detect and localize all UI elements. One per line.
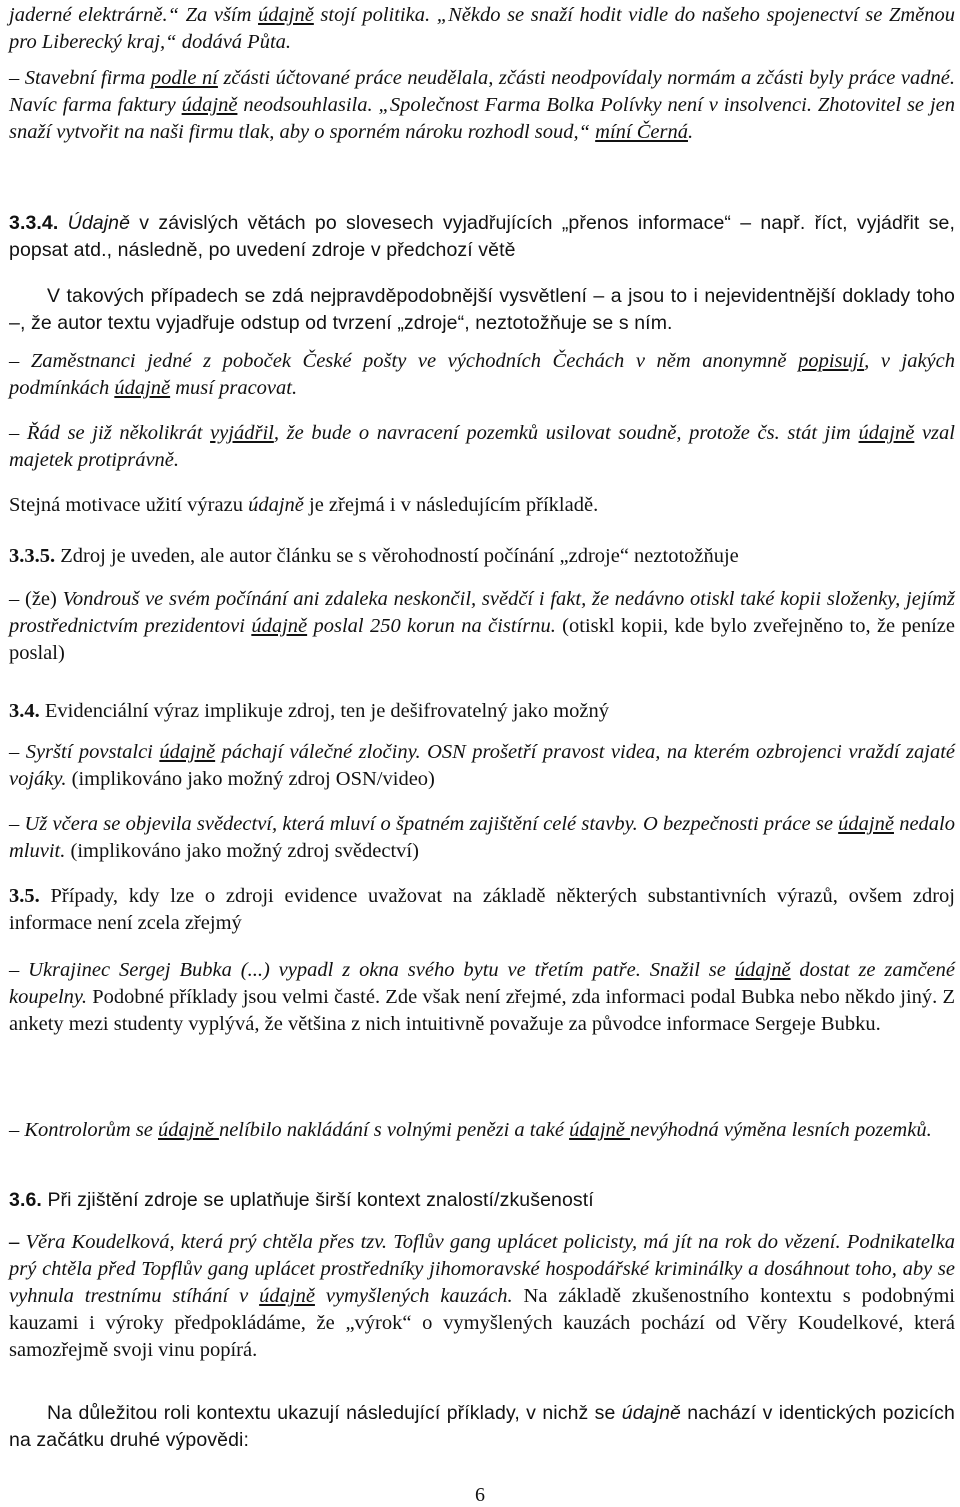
text-run: – Stavební firma [9, 67, 151, 89]
text-run: údajně [181, 94, 238, 116]
text-run: v závislých větách po slovesech vyjadřujících „přenos informace“ – např. říct, vyjádřit se, popsat atd., následně, po uvedení zdroje v předchozí větě [9, 212, 955, 261]
text-run: , že bude o navracení pozemků usilovat soudně, protože čs. stát jim [273, 422, 859, 444]
text-run: nelíbilo nakládání s volnými penězi a také [218, 1119, 570, 1141]
text-run: (implikováno jako možný zdroj OSN/video) [66, 768, 435, 790]
text-run: údajně [258, 4, 314, 26]
section-heading-3-6 [9, 1187, 955, 1214]
text-run: Stejná motivace užití výrazu [9, 494, 249, 516]
text-run: musí pracovat. [170, 377, 298, 399]
text-run: vymyšlených kauzách. [314, 1285, 513, 1307]
text-run: popisují [798, 350, 865, 372]
text-run: – Řád se již několikrát [9, 422, 211, 444]
text-run: poslal 250 korun na čistírnu. [307, 615, 556, 637]
text-run: (implikováno jako možný zdroj svědectví) [65, 840, 419, 862]
paragraph-explanation [9, 283, 955, 337]
paragraph-example-syrsti [9, 739, 955, 793]
text-run: – (že) [9, 588, 63, 610]
text-run: zčásti účtované práce neudělala, zčásti neodpovídaly normám a zčásti byly práce vadné. Navíc farma faktury [9, 67, 955, 116]
paragraph-context-intro [9, 1400, 955, 1454]
text-run: neodsouhlasila. „Společnost Farma Bolka Polívky není v insolvenci. Zhotovitel se jen snaží vytvořit na naši firmu tlak, aby o sporném nároku rozhodl soud,“ [9, 94, 955, 143]
text-run: – Ukrajinec Sergej Bubka (...) vypadl z okna svého bytu ve třetím patře. Snažil se [9, 959, 735, 981]
text-run: vzal majetek protiprávně. [9, 422, 955, 471]
text-run: údajně [114, 377, 171, 399]
section-heading-3-3-4 [9, 210, 955, 264]
text-run: Evidenciální výraz implikuje zdroj, ten je dešifrovatelný jako možný [39, 700, 610, 722]
text-run: (otiskl kopii, kde bylo zveřejněno to, že peníze poslal) [9, 615, 955, 664]
text-run: 3.3.5. [9, 545, 56, 567]
text-run: 3.3.4. [9, 212, 59, 234]
text-run: páchají válečné zločiny. OSN prošetří pravost videa, na kterém ozbrojenci vraždí zajaté vojáky. [9, 741, 955, 790]
text-run: Věra Koudelková, která prý chtěla přes tzv. Toflův gang uplácet policisty, má jít na rok do vězení. Podnikatelka prý chtěla před Topflův gang uplácet prostředníky jihomoravské hospodářské kriminálky a dosáhnout toho, aby se vyhnula trestnímu stíhání v [9, 1231, 955, 1307]
paragraph-example-posta [9, 348, 955, 402]
text-run: V takových případech se zdá nejpravděpodobnější vysvětlení – a jsou to i nejevidentnější doklady toho –, že autor textu vyjadřuje odstup od tvrzení „zdroje“, neztotožňuje se s ním. [9, 285, 955, 334]
paragraph-example-svedectvi [9, 811, 955, 865]
text-run: dostat ze zamčené koupelny. [9, 959, 955, 1008]
text-run: stojí politika. „Někdo se snaží hodit vidle do našeho spojenectví se Změnou pro Liberecký kraj,“ dodává Půta. [9, 4, 956, 53]
text-run: údajně [621, 1402, 681, 1424]
section-heading-3-5 [9, 883, 955, 937]
paragraph-motivation [9, 492, 955, 519]
paragraph-example-kontroloři [9, 1117, 955, 1144]
text-run: Při zjištění zdroje se uplatňuje širší kontext znalostí/zkušeností [41, 1189, 594, 1211]
page-number: 6 [475, 1484, 485, 1506]
paragraph-example-koudelkova [9, 1229, 955, 1364]
text-run: – [9, 1231, 26, 1253]
text-run: 3.6. [9, 1189, 42, 1211]
text-run: nachází v identických pozicích na začátku druhé výpovědi: [9, 1402, 955, 1451]
paragraph-example-stavebni-firma [9, 65, 955, 146]
text-run: údajně [569, 1119, 630, 1141]
text-run: Vondrouš ve svém počínání ani zdaleka neskončil, svědčí i fakt, že nedávno otiskl také kopii složenky, jejímž prostřednictvím prezidentovi [9, 588, 955, 637]
text-run: 3.4. [9, 700, 40, 722]
text-run: jaderné elektrárně.“ Za vším [9, 4, 259, 26]
text-run: údajně [158, 1119, 219, 1141]
section-heading-3-3-5 [9, 543, 955, 570]
text-run: , v jakých podmínkách [9, 350, 955, 399]
text-run: Případy, kdy lze o zdroji evidence uvažovat na základě některých substantivních výrazů, ovšem zdroj informace není zcela zřejmý [9, 885, 955, 934]
paragraph-continued-quote [9, 2, 955, 56]
text-run: – Zaměstnanci jedné z poboček České pošty ve východních Čechách v něm anonymně [9, 350, 799, 372]
paragraph-example-vondrous [9, 586, 955, 667]
text-run: Na důležitou roli kontextu ukazují následující příklady, v nichž se [47, 1402, 622, 1424]
text-run: 3.5. [9, 885, 40, 907]
text-run: . [687, 121, 694, 143]
text-run: Na základě zkušenostního kontextu s podobnými kauzami i výroky předpokládáme, že „výrok“ o vymyšlených kauzách pochází od Věry Koudelkové, která samozřejmě svoji vinu popírá. [9, 1285, 955, 1361]
text-run: – Syrští povstalci [9, 741, 160, 763]
text-run: údajně [251, 615, 308, 637]
section-heading-3-4 [9, 698, 955, 725]
text-run: podle ní [150, 67, 218, 89]
text-run: údajně [159, 741, 216, 763]
paragraph-example-rad [9, 420, 955, 474]
text-run [58, 212, 67, 234]
text-run: – Už včera se objevila svědectví, která mluví o špatném zajištění celé stavby. O bezpečnosti práce se [9, 813, 839, 835]
text-run: Údajně [67, 212, 131, 234]
text-run: míní Černá [595, 121, 688, 143]
text-run: je zřejmá i v následujícím příkladě. [303, 494, 599, 516]
text-run: – Kontrolorům se [9, 1119, 159, 1141]
text-run: údajně [838, 813, 894, 835]
paragraph-example-bubka [9, 957, 955, 1038]
text-run: nevýhodná výměna lesních pozemků. [630, 1119, 932, 1141]
text-run: nedalo mluvit. [9, 813, 956, 862]
text-run: údajně [248, 494, 304, 516]
text-run: údajně [858, 422, 915, 444]
text-run: Podobné příklady jsou velmi časté. Zde však není zřejmé, zda informaci podal Bubka nebo někdo jiný. Z ankety mezi studenty vyplývá, že většina z nich intuitivně považuje za původce informace Sergeje Bubku. [9, 986, 955, 1035]
text-run: údajně [734, 959, 791, 981]
text-run: Zdroj je uveden, ale autor článku se s věrohodností počínání „zdroje“ neztotožňuje [55, 545, 739, 567]
text-run: údajně [259, 1285, 315, 1307]
text-run: vyjádřil [210, 422, 274, 444]
